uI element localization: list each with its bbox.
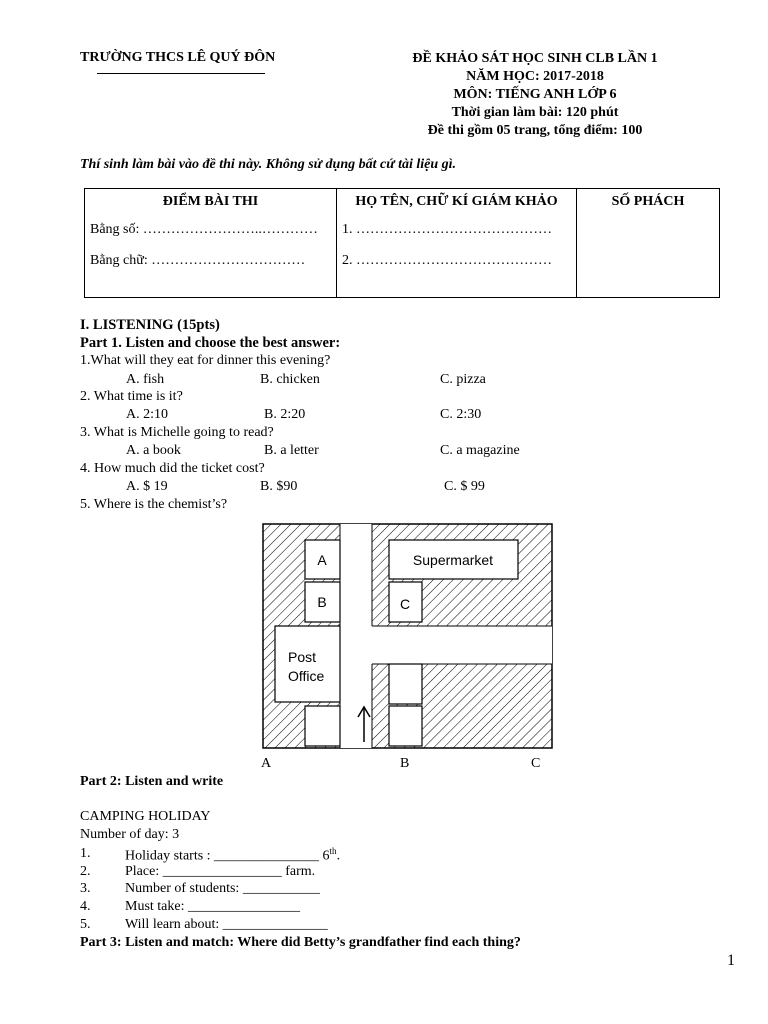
q4-option-a: A. $ 19 <box>126 479 168 494</box>
building-a-label: A <box>317 552 327 568</box>
item-2-text: Place: _________________ farm. <box>125 864 316 879</box>
school-name: TRƯỜNG THCS LÊ QUÝ ĐÔN <box>80 50 276 65</box>
subject: MÔN: TIẾNG ANH LỚP 6 <box>453 87 617 102</box>
question-4: 4. How much did the ticket cost? <box>80 461 265 476</box>
question-2: 2. What time is it? <box>80 389 183 404</box>
duration: Thời gian làm bài: 120 phút <box>451 105 619 120</box>
supermarket-label: Supermarket <box>412 552 494 568</box>
score-header: ĐIỂM BÀI THI <box>162 194 259 209</box>
building-left-bottom <box>305 706 340 746</box>
examiner-cell <box>337 189 577 298</box>
score-number-field: Bằng số: ……………………..………… <box>90 222 318 237</box>
item-5-text: Will learn about: _______________ <box>125 917 328 932</box>
number-of-day: Number of day: 3 <box>80 827 180 842</box>
score-cell <box>85 189 337 298</box>
item-1 <box>125 846 340 865</box>
school-year: NĂM HỌC: 2017-2018 <box>466 69 604 84</box>
q4-option-b: B. $90 <box>260 479 298 494</box>
exam-header <box>370 50 700 140</box>
building-right-lower-1 <box>389 664 422 704</box>
item-5-number: 5. <box>80 917 91 932</box>
score-words-field: Bằng chữ: …………………………… <box>90 253 306 268</box>
q2-option-b: B. 2:20 <box>264 407 306 422</box>
question-5: 5. Where is the chemist’s? <box>80 497 228 512</box>
map-answer-a: A <box>261 756 272 771</box>
examiner-2-field: 2. …………………………………… <box>342 253 552 268</box>
item-1-sup: th <box>329 846 337 856</box>
part1-title: Part 1. Listen and choose the best answer: <box>80 335 341 351</box>
q2-option-a: A. 2:10 <box>126 407 168 422</box>
town-map <box>262 523 553 749</box>
page-number: 1 <box>727 952 735 969</box>
part2-title: Part 2: Listen and write <box>80 774 224 789</box>
q3-option-a: A. a book <box>126 443 181 458</box>
q3-option-b: B. a letter <box>264 443 319 458</box>
item-3-number: 3. <box>80 881 91 896</box>
q4-option-c: C. $ 99 <box>444 479 485 494</box>
post-office-label-1: Post <box>288 649 317 665</box>
building-c-label: C <box>399 596 411 612</box>
q1-option-c: C. pizza <box>440 372 486 387</box>
examiner-1-field: 1. …………………………………… <box>342 222 552 237</box>
q3-option-c: C. a magazine <box>440 443 520 458</box>
item-4-number: 4. <box>80 899 91 914</box>
map-answer-c: C <box>531 756 541 771</box>
q1-option-b: B. chicken <box>260 372 320 387</box>
q1-option-a: A. fish <box>126 372 165 387</box>
horizontal-street <box>340 626 552 664</box>
item-1-tail: . <box>336 848 341 864</box>
code-header: SỐ PHÁCH <box>611 194 685 209</box>
score-table <box>84 188 720 298</box>
q2-option-c: C. 2:30 <box>440 407 482 422</box>
question-3: 3. What is Michelle going to read? <box>80 425 274 440</box>
part3-title: Part 3: Listen and match: Where did Betty’s grandfather find each thing? <box>80 935 521 950</box>
item-1-text: Holiday starts : _______________ 6 <box>125 848 330 864</box>
post-office-label-2: Office <box>288 668 325 684</box>
code-cell <box>577 189 720 298</box>
item-3-text: Number of students: ___________ <box>125 881 320 896</box>
school-underline <box>97 73 265 74</box>
exam-title: ĐỀ KHẢO SÁT HỌC SINH CLB LẦN 1 <box>412 51 658 66</box>
pages-info: Đề thi gồm 05 trang, tổng điểm: 100 <box>427 123 643 138</box>
examiner-header: HỌ TÊN, CHỮ KÍ GIÁM KHẢO <box>355 194 558 209</box>
building-b-label: B <box>317 594 327 610</box>
building-right-lower-2 <box>389 706 422 746</box>
map-answer-b: B <box>400 756 410 771</box>
instruction: Thí sinh làm bài vào đề thi này. Không sử dụng bất cứ tài liệu gì. <box>80 157 457 172</box>
item-1-number: 1. <box>80 846 91 861</box>
item-2-number: 2. <box>80 864 91 879</box>
camping-title: CAMPING HOLIDAY <box>80 809 211 824</box>
item-4-text: Must take: ________________ <box>125 899 300 914</box>
section-listening-title: I. LISTENING (15pts) <box>80 317 220 333</box>
question-1: 1.What will they eat for dinner this evening? <box>80 353 331 368</box>
